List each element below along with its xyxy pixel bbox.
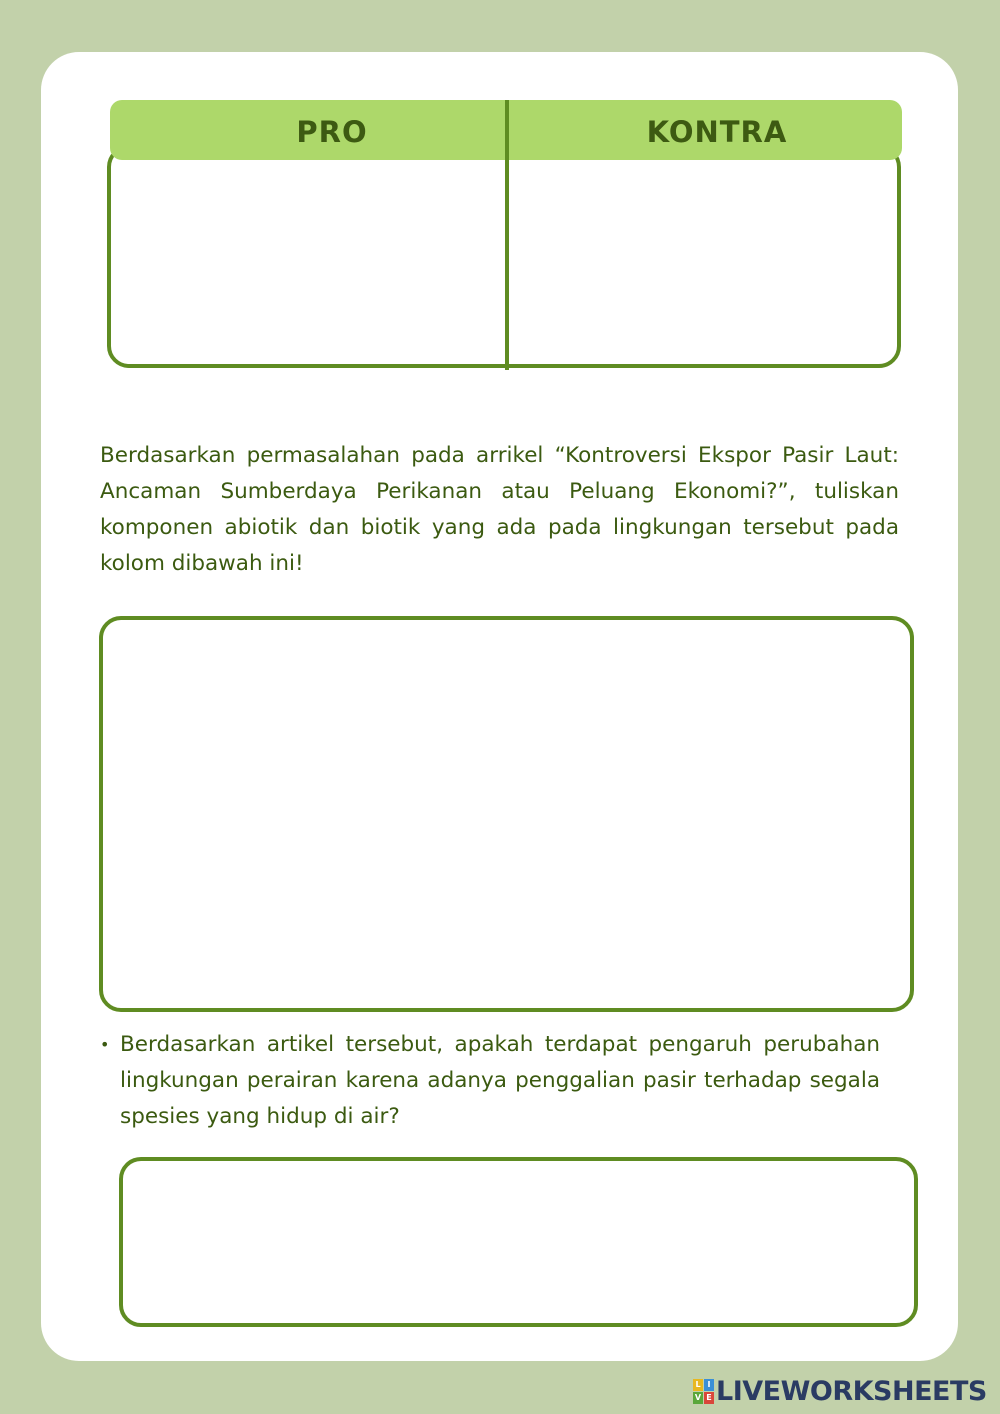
kontra-header-label: KONTRA [646, 115, 788, 149]
liveworksheets-logo-icon: L I V E [693, 1379, 713, 1403]
question-pengaruh-text: Berdasarkan artikel tersebut, apakah terdapat pengaruh perubahan lingkungan perairan karena adanya penggalian pasir terhadap segala spesies yang hidup di air? [120, 1032, 880, 1129]
bullet-point: • [100, 1035, 110, 1054]
abiotik-biotik-answer-box[interactable] [99, 616, 914, 1012]
liveworksheets-brand [693, 1374, 987, 1408]
question-abiotik-biotik: Berdasarkan permasalahan pada arrikel “Kontroversi Ekspor Pasir Laut: Ancaman Sumberdaya Perikanan atau Peluang Ekonomi?”, tuliskan komponen abiotik dan biotik yang ada pada lingkungan tersebut pada kolom dibawah ini! [100, 443, 899, 576]
pengaruh-answer-box[interactable] [119, 1157, 918, 1327]
pro-answer-cell[interactable] [115, 162, 503, 362]
liveworksheets-wordmark: LIVEWORKSHEETS [716, 1375, 987, 1407]
kontra-answer-cell[interactable] [512, 162, 895, 362]
pro-header-label: PRO [296, 115, 368, 149]
